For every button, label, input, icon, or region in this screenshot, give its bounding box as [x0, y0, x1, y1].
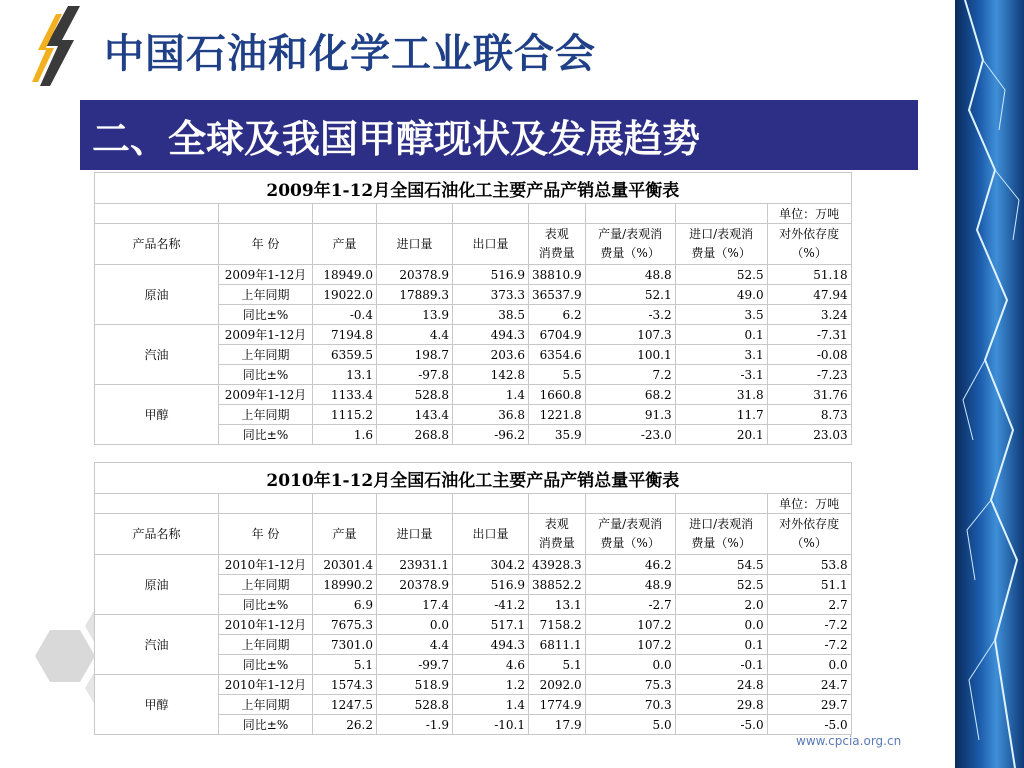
table-empty-cell — [313, 204, 377, 224]
period-cell: 同比±% — [219, 655, 313, 675]
table-row — [95, 675, 852, 695]
value-cell: 0.0 — [767, 655, 851, 675]
value-cell: -41.2 — [453, 595, 529, 615]
value-cell: 46.2 — [585, 555, 675, 575]
value-cell: 518.9 — [377, 675, 453, 695]
table-empty-cell — [377, 494, 453, 514]
value-cell: 70.3 — [585, 695, 675, 715]
period-cell: 2009年1-12月 — [219, 385, 313, 405]
value-cell: 1.4 — [453, 695, 529, 715]
value-cell: -7.31 — [767, 325, 851, 345]
period-cell: 上年同期 — [219, 285, 313, 305]
period-cell: 2010年1-12月 — [219, 615, 313, 635]
value-cell: 3.5 — [675, 305, 767, 325]
table-empty-cell — [219, 204, 313, 224]
table-empty-cell — [95, 204, 219, 224]
period-cell: 2009年1-12月 — [219, 325, 313, 345]
value-cell: 20.1 — [675, 425, 767, 445]
value-cell: 24.8 — [675, 675, 767, 695]
table-row — [95, 555, 852, 575]
value-cell: 1.2 — [453, 675, 529, 695]
period-cell: 上年同期 — [219, 345, 313, 365]
value-cell: 13.9 — [377, 305, 453, 325]
table-empty-cell — [675, 494, 767, 514]
header-logo-area — [0, 0, 955, 100]
column-header: 进口/表观消 费量（%） — [675, 224, 767, 265]
table-unit-label: 单位：万吨 — [767, 204, 851, 224]
value-cell: 6704.9 — [529, 325, 586, 345]
table-empty-cell — [313, 494, 377, 514]
column-header: 进口/表观消 费量（%） — [675, 514, 767, 555]
value-cell: -7.23 — [767, 365, 851, 385]
period-cell: 上年同期 — [219, 695, 313, 715]
value-cell: 0.1 — [675, 635, 767, 655]
value-cell: 20378.9 — [377, 575, 453, 595]
value-cell: 2.7 — [767, 595, 851, 615]
table-unit-label: 单位：万吨 — [767, 494, 851, 514]
value-cell: 91.3 — [585, 405, 675, 425]
value-cell: -10.1 — [453, 715, 529, 735]
value-cell: 4.6 — [453, 655, 529, 675]
lightning-icon — [955, 0, 1024, 768]
value-cell: 11.7 — [675, 405, 767, 425]
value-cell: 107.2 — [585, 615, 675, 635]
column-header: 出口量 — [453, 224, 529, 265]
value-cell: 35.9 — [529, 425, 586, 445]
column-header: 对外依存度 （%） — [767, 514, 851, 555]
table-caption: 2009年1-12月全国石油化工主要产品产销总量平衡表 — [95, 173, 852, 204]
org-logo-icon — [28, 4, 88, 88]
value-cell: 0.1 — [675, 325, 767, 345]
product-name-cell: 汽油 — [95, 325, 219, 385]
value-cell: 4.4 — [377, 325, 453, 345]
value-cell: 5.5 — [529, 365, 586, 385]
table-empty-cell — [585, 494, 675, 514]
value-cell: 23.03 — [767, 425, 851, 445]
table-empty-cell — [529, 204, 586, 224]
table-empty-cell — [675, 204, 767, 224]
value-cell: -1.9 — [377, 715, 453, 735]
column-header: 产品名称 — [95, 514, 219, 555]
value-cell: 516.9 — [453, 265, 529, 285]
table-empty-cell — [219, 494, 313, 514]
value-cell: 373.3 — [453, 285, 529, 305]
value-cell: 18990.2 — [313, 575, 377, 595]
value-cell: -5.0 — [767, 715, 851, 735]
column-header: 年 份 — [219, 224, 313, 265]
value-cell: 48.9 — [585, 575, 675, 595]
value-cell: -2.7 — [585, 595, 675, 615]
value-cell: 49.0 — [675, 285, 767, 305]
value-cell: 68.2 — [585, 385, 675, 405]
value-cell: 3.24 — [767, 305, 851, 325]
value-cell: 268.8 — [377, 425, 453, 445]
value-cell: 23931.1 — [377, 555, 453, 575]
value-cell: 143.4 — [377, 405, 453, 425]
value-cell: 51.18 — [767, 265, 851, 285]
value-cell: 7158.2 — [529, 615, 586, 635]
period-cell: 上年同期 — [219, 575, 313, 595]
value-cell: 1774.9 — [529, 695, 586, 715]
product-name-cell: 原油 — [95, 265, 219, 325]
column-header: 年 份 — [219, 514, 313, 555]
value-cell: 1660.8 — [529, 385, 586, 405]
period-cell: 2010年1-12月 — [219, 675, 313, 695]
value-cell: 7194.8 — [313, 325, 377, 345]
value-cell: -7.2 — [767, 635, 851, 655]
table-empty-cell — [453, 204, 529, 224]
value-cell: 198.7 — [377, 345, 453, 365]
value-cell: 1.4 — [453, 385, 529, 405]
balance-table-2009 — [94, 172, 852, 445]
value-cell: -0.1 — [675, 655, 767, 675]
period-cell: 2010年1-12月 — [219, 555, 313, 575]
value-cell: 7.2 — [585, 365, 675, 385]
value-cell: 6354.6 — [529, 345, 586, 365]
table-empty-cell — [453, 494, 529, 514]
org-name: 中国石油和化学工业联合会 — [104, 31, 596, 77]
value-cell: 7675.3 — [313, 615, 377, 635]
value-cell: 53.8 — [767, 555, 851, 575]
section-title: 二、全球及我国甲醇现状及发展趋势 — [92, 117, 701, 161]
value-cell: 19022.0 — [313, 285, 377, 305]
value-cell: 5.1 — [529, 655, 586, 675]
period-cell: 上年同期 — [219, 405, 313, 425]
column-header: 出口量 — [453, 514, 529, 555]
value-cell: 52.1 — [585, 285, 675, 305]
value-cell: 1115.2 — [313, 405, 377, 425]
product-name-cell: 甲醇 — [95, 385, 219, 445]
value-cell: 38.5 — [453, 305, 529, 325]
value-cell: 3.1 — [675, 345, 767, 365]
value-cell: 17.4 — [377, 595, 453, 615]
value-cell: 0.0 — [585, 655, 675, 675]
value-cell: 48.8 — [585, 265, 675, 285]
value-cell: 1221.8 — [529, 405, 586, 425]
value-cell: 0.0 — [675, 615, 767, 635]
value-cell: -5.0 — [675, 715, 767, 735]
table-empty-cell — [529, 494, 586, 514]
decorative-lightning-panel — [955, 0, 1024, 768]
value-cell: 1133.4 — [313, 385, 377, 405]
value-cell: -0.08 — [767, 345, 851, 365]
value-cell: 6811.1 — [529, 635, 586, 655]
value-cell: 26.2 — [313, 715, 377, 735]
value-cell: 36537.9 — [529, 285, 586, 305]
table-2009 — [94, 172, 852, 445]
value-cell: 36.8 — [453, 405, 529, 425]
value-cell: 2.0 — [675, 595, 767, 615]
value-cell: 528.8 — [377, 695, 453, 715]
table-empty-cell — [95, 494, 219, 514]
value-cell: 29.7 — [767, 695, 851, 715]
value-cell: 47.94 — [767, 285, 851, 305]
column-header: 产品名称 — [95, 224, 219, 265]
table-row — [95, 385, 852, 405]
value-cell: 43928.3 — [529, 555, 586, 575]
column-header: 对外依存度 （%） — [767, 224, 851, 265]
value-cell: 17.9 — [529, 715, 586, 735]
product-name-cell: 原油 — [95, 555, 219, 615]
value-cell: 31.8 — [675, 385, 767, 405]
column-header: 进口量 — [377, 224, 453, 265]
period-cell: 同比±% — [219, 365, 313, 385]
value-cell: 4.4 — [377, 635, 453, 655]
table-row — [95, 325, 852, 345]
value-cell: 0.0 — [377, 615, 453, 635]
value-cell: 75.3 — [585, 675, 675, 695]
value-cell: 18949.0 — [313, 265, 377, 285]
value-cell: -97.8 — [377, 365, 453, 385]
value-cell: 494.3 — [453, 635, 529, 655]
value-cell: 13.1 — [313, 365, 377, 385]
value-cell: 107.3 — [585, 325, 675, 345]
value-cell: 528.8 — [377, 385, 453, 405]
value-cell: 8.73 — [767, 405, 851, 425]
value-cell: 203.6 — [453, 345, 529, 365]
value-cell: 13.1 — [529, 595, 586, 615]
value-cell: 52.5 — [675, 265, 767, 285]
value-cell: 6.2 — [529, 305, 586, 325]
value-cell: 6359.5 — [313, 345, 377, 365]
value-cell: 24.7 — [767, 675, 851, 695]
value-cell: -7.2 — [767, 615, 851, 635]
table-row — [95, 615, 852, 635]
value-cell: 304.2 — [453, 555, 529, 575]
value-cell: 38852.2 — [529, 575, 586, 595]
value-cell: 1247.5 — [313, 695, 377, 715]
value-cell: 517.1 — [453, 615, 529, 635]
value-cell: 17889.3 — [377, 285, 453, 305]
value-cell: 494.3 — [453, 325, 529, 345]
column-header: 产量 — [313, 224, 377, 265]
column-header: 表观 消费量 — [529, 514, 586, 555]
value-cell: 6.9 — [313, 595, 377, 615]
period-cell: 同比±% — [219, 305, 313, 325]
value-cell: -96.2 — [453, 425, 529, 445]
value-cell: 52.5 — [675, 575, 767, 595]
period-cell: 上年同期 — [219, 635, 313, 655]
table-caption: 2010年1-12月全国石油化工主要产品产销总量平衡表 — [95, 463, 852, 494]
column-header: 产量 — [313, 514, 377, 555]
section-title-bar — [80, 100, 918, 170]
product-name-cell: 汽油 — [95, 615, 219, 675]
value-cell: -0.4 — [313, 305, 377, 325]
column-header: 产量/表观消 费量（%） — [585, 514, 675, 555]
period-cell: 同比±% — [219, 595, 313, 615]
value-cell: -3.2 — [585, 305, 675, 325]
value-cell: 5.0 — [585, 715, 675, 735]
value-cell: 1574.3 — [313, 675, 377, 695]
value-cell: 2092.0 — [529, 675, 586, 695]
footer-url[interactable]: www.cpcia.org.cn — [796, 734, 902, 748]
value-cell: -3.1 — [675, 365, 767, 385]
value-cell: 20378.9 — [377, 265, 453, 285]
value-cell: 516.9 — [453, 575, 529, 595]
value-cell: -23.0 — [585, 425, 675, 445]
column-header: 表观 消费量 — [529, 224, 586, 265]
product-name-cell: 甲醇 — [95, 675, 219, 735]
table-2010 — [94, 462, 852, 735]
value-cell: 100.1 — [585, 345, 675, 365]
value-cell: 5.1 — [313, 655, 377, 675]
column-header: 进口量 — [377, 514, 453, 555]
period-cell: 2009年1-12月 — [219, 265, 313, 285]
value-cell: 1.6 — [313, 425, 377, 445]
period-cell: 同比±% — [219, 425, 313, 445]
value-cell: 107.2 — [585, 635, 675, 655]
value-cell: 29.8 — [675, 695, 767, 715]
balance-table-2010 — [94, 462, 852, 735]
period-cell: 同比±% — [219, 715, 313, 735]
value-cell: 31.76 — [767, 385, 851, 405]
value-cell: 20301.4 — [313, 555, 377, 575]
table-empty-cell — [377, 204, 453, 224]
value-cell: 7301.0 — [313, 635, 377, 655]
value-cell: 142.8 — [453, 365, 529, 385]
value-cell: 54.5 — [675, 555, 767, 575]
table-row — [95, 265, 852, 285]
column-header: 产量/表观消 费量（%） — [585, 224, 675, 265]
table-empty-cell — [585, 204, 675, 224]
value-cell: 38810.9 — [529, 265, 586, 285]
value-cell: 51.1 — [767, 575, 851, 595]
value-cell: -99.7 — [377, 655, 453, 675]
